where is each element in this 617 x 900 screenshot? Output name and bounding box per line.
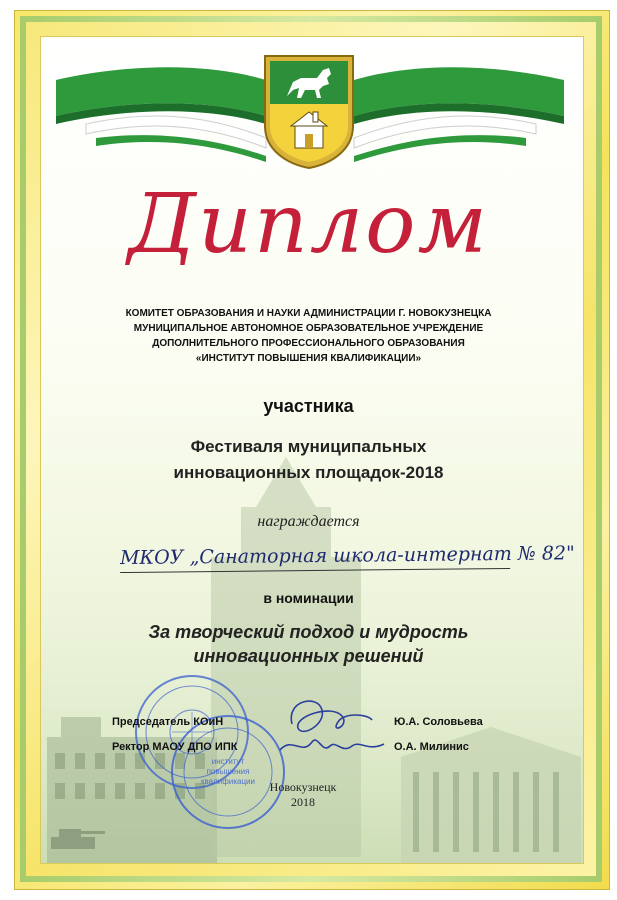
awarded-label: награждается <box>257 513 360 530</box>
signatory-role: Ректор МАОУ ДПО ИПК <box>112 741 238 753</box>
nomination-title <box>100 620 517 668</box>
year: 2018 <box>291 795 315 809</box>
issuer-line: «ИНСТИТУТ ПОВЫШЕНИЯ КВАЛИФИКАЦИИ» <box>195 353 422 364</box>
place-and-year <box>258 780 348 810</box>
issuer-line: КОМИТЕТ ОБРАЗОВАНИЯ И НАУКИ АДМИНИСТРАЦИИ Г. НОВОКУЗНЕЦКА <box>125 308 492 319</box>
diploma-title: Диплом <box>128 177 489 272</box>
svg-text:институт: институт <box>211 757 245 766</box>
nomination-line: инновационных решений <box>193 646 424 666</box>
novokuznetsk-coat-of-arms-icon <box>261 52 357 170</box>
city-name: Новокузнецк <box>269 780 337 794</box>
signatory-name: О.А. Милинис <box>394 741 469 753</box>
signatory-name: Ю.А. Соловьева <box>394 716 483 728</box>
event-name <box>110 434 507 486</box>
round-seal-icon <box>168 712 288 832</box>
issuer-line: ДОПОЛНИТЕЛЬНОГО ПРОФЕССИОНАЛЬНОГО ОБРАЗОВАНИЯ <box>152 338 465 349</box>
issuer-line: МУНИЦИПАЛЬНОЕ АВТОНОМНОЕ ОБРАЗОВАТЕЛЬНОЕ УЧРЕЖДЕНИЕ <box>133 323 484 334</box>
handwritten-signature <box>272 694 392 764</box>
signatory-role: Председатель КОиН <box>112 716 224 728</box>
nomination-label: в номинации <box>263 590 354 606</box>
issuer-block <box>90 306 527 366</box>
recipient-role: участника <box>263 396 354 416</box>
event-line: инновационных площадок-2018 <box>173 463 444 482</box>
svg-text:квалификации: квалификации <box>201 777 255 786</box>
event-line: Фестиваля муниципальных <box>190 437 427 456</box>
nomination-line: За творческий подход и мудрость <box>148 622 469 642</box>
recipient-name: МКОУ „Санаторная школа-интернат № 82" <box>120 540 510 573</box>
svg-text:повышения: повышения <box>206 767 250 776</box>
